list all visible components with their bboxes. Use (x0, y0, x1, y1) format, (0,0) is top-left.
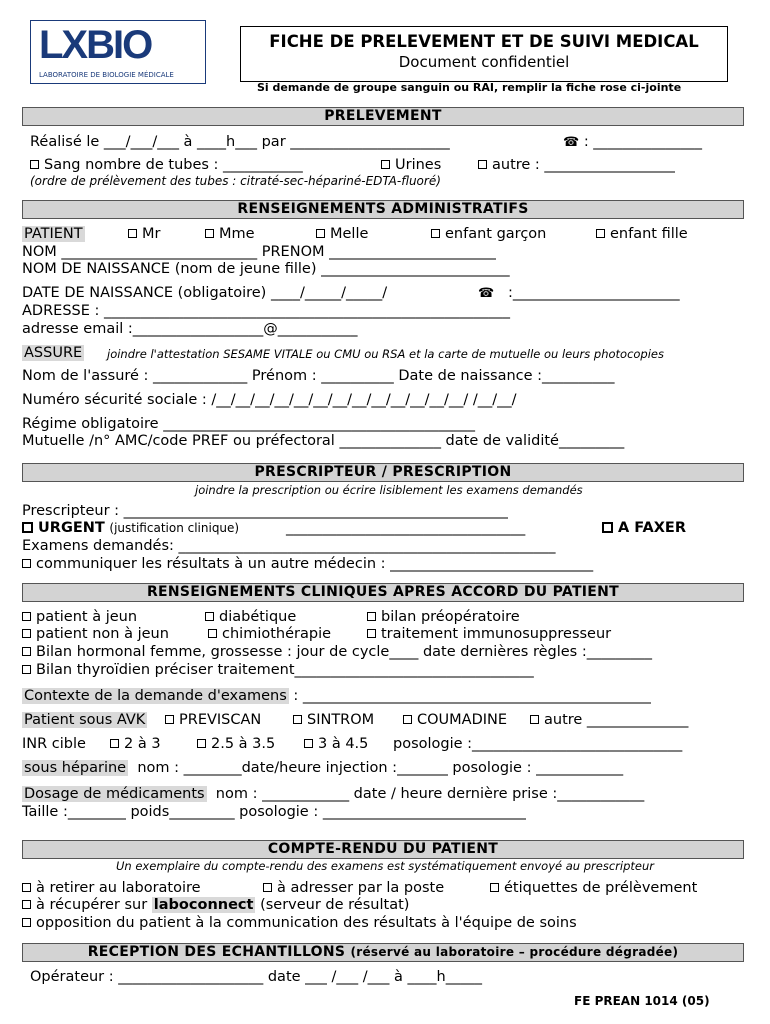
contexte-field[interactable]: Contexte de la demande d'examens : ________________________________________________ (24, 688, 651, 704)
chimio-option[interactable]: chimiothérapie (208, 626, 331, 643)
garcon-option[interactable]: enfant garçon (431, 226, 546, 243)
autre-label: autre : __________________ (492, 157, 675, 173)
regime-field[interactable]: Régime obligatoire ___________________________________________ (22, 416, 475, 432)
section-clinique: RENSEIGNEMENTS CLINIQUES APRES ACCORD DU PATIENT (22, 583, 744, 602)
patient-label: PATIENT (24, 226, 83, 242)
urines-option[interactable] (381, 157, 441, 174)
melle-option[interactable]: Melle (316, 226, 368, 243)
section-compte-rendu: COMPTE-RENDU DU PATIENT (22, 840, 744, 859)
hormonal-option[interactable]: Bilan hormonal femme, grossesse : jour de cycle____ date dernières règles :_________ (22, 644, 652, 661)
title-box (240, 26, 728, 82)
prelevement-phone[interactable] (563, 134, 702, 151)
form-code: FE PREAN 1014 (05) (574, 994, 710, 1008)
opposition-option[interactable]: opposition du patient à la communication des résultats à l'équipe de soins (22, 915, 577, 932)
assure-note: joindre l'attestation SESAME VITALE ou CMU ou RSA et la carte de mutuelle ou leurs photocopies (107, 347, 664, 361)
autre-option[interactable] (478, 157, 675, 174)
checkbox (128, 229, 137, 238)
operateur-field[interactable]: Opérateur : ____________________ date ___ /___ /___ à ____h_____ (30, 969, 482, 985)
section-admin: RENSEIGNEMENTS ADMINISTRATIFS (22, 200, 744, 219)
etiquettes-option[interactable]: étiquettes de prélèvement (490, 880, 697, 897)
sang-option[interactable] (30, 157, 303, 174)
inr-label: INR cible (22, 736, 86, 752)
thyroidien-option[interactable]: Bilan thyroïdien préciser traitement_________________________________ (22, 662, 534, 679)
phone-icon: ☎ (563, 135, 580, 150)
laboconnect-option[interactable]: à récupérer sur laboconnect (serveur de résultat) (22, 897, 409, 914)
section-prescripteur: PRESCRIPTEUR / PRESCRIPTION (22, 463, 744, 482)
lab-logo (30, 20, 206, 84)
jeun-option[interactable]: patient à jeun (22, 609, 137, 626)
inr2-option[interactable]: 2.5 à 3.5 (197, 736, 275, 753)
section-reception: RECEPTION DES ECHANTILLONS (réservé au laboratoire – procédure dégradée) (22, 943, 744, 962)
logo-subtitle: LABORATOIRE DE BIOLOGIE MÉDICALE (39, 71, 174, 79)
posologie-field[interactable]: posologie :_____________________________ (393, 736, 683, 752)
fax-option[interactable]: A FAXER (602, 520, 686, 537)
checkbox (22, 522, 33, 533)
mme-option[interactable]: Mme (205, 226, 255, 243)
date-naissance-field[interactable]: DATE DE NAISSANCE (obligatoire) ____/_____/_____/ (22, 285, 388, 301)
page-subtitle: Document confidentiel (398, 53, 570, 71)
secu-field[interactable]: Numéro sécurité sociale : /__/__/__/__/__/__/__/__/__/__/__/__/__/ /__/__/ (22, 392, 517, 408)
examens-field[interactable]: Examens demandés: ____________________________________________________ (22, 538, 556, 554)
prelevement-line1[interactable]: Réalisé le ___/___/___ à ____h___ par ______________________ (30, 134, 450, 150)
checkbox (316, 229, 325, 238)
mr-option[interactable]: Mr (128, 226, 160, 243)
checkbox[interactable] (30, 160, 39, 169)
nom-naissance-field[interactable]: NOM DE NAISSANCE (nom de jeune fille) __________________________ (22, 261, 510, 277)
checkbox[interactable] (478, 160, 487, 169)
inr1-option[interactable]: 2 à 3 (110, 736, 161, 753)
checkbox (596, 229, 605, 238)
inr3-option[interactable]: 3 à 4.5 (304, 736, 368, 753)
mutuelle-field[interactable]: Mutuelle /n° AMC/code PREF ou préfectoral ______________ date de validité_________ (22, 433, 625, 449)
diabetique-option[interactable]: diabétique (205, 609, 296, 626)
communiquer-option[interactable]: communiquer les résultats à un autre médecin : ____________________________ (22, 556, 593, 573)
avk-autre-option[interactable]: autre ______________ (530, 712, 688, 729)
admin-phone[interactable]: ☎ :_______________________ (478, 285, 680, 301)
checkbox (431, 229, 440, 238)
sang-label: Sang nombre de tubes : ___________ (44, 157, 303, 173)
checkbox (205, 229, 214, 238)
avk-row: Patient sous AVK (24, 712, 146, 728)
immuno-option[interactable]: traitement immunosuppresseur (367, 626, 611, 643)
urines-label: Urines (395, 157, 442, 173)
prescripteur-note: joindre la prescription ou écrire lisiblement les examens demandés (195, 483, 583, 497)
nom-field[interactable]: NOM ___________________________ PRENOM _______________________ (22, 244, 496, 260)
adresse-field[interactable]: ADRESSE : ________________________________________________________ (22, 303, 510, 319)
assure-line[interactable]: Nom de l'assuré : _____________ Prénom : __________ Date de naissance :__________ (22, 368, 615, 384)
phone-field: : _______________ (583, 134, 703, 150)
email-field[interactable]: adresse email :__________________@___________ (22, 321, 358, 337)
page-title: FICHE DE PRELEVEMENT ET DE SUIVI MEDICAL (269, 32, 699, 51)
dosage-row[interactable]: Dosage de médicaments nom : ____________ date / heure dernière prise :____________ (24, 786, 645, 802)
retirer-option[interactable]: à retirer au laboratoire (22, 880, 201, 897)
heparine-row[interactable]: sous héparine nom : ________date/heure injection :_______ posologie : ____________ (24, 760, 624, 776)
bilan-preop-option[interactable]: bilan préopératoire (367, 609, 520, 626)
non-jeun-option[interactable]: patient non à jeun (22, 626, 169, 643)
section-prelevement: PRELEVEMENT (22, 107, 744, 126)
ordre-note: (ordre de prélèvement des tubes : citraté-sec-hépariné-EDTA-fluoré) (30, 174, 441, 188)
header-note: Si demande de groupe sanguin ou RAI, remplir la fiche rose ci-jointe (257, 81, 682, 94)
taille-row[interactable]: Taille :________ poids_________ posologie : ____________________________ (22, 804, 526, 820)
phone-icon: ☎ (478, 286, 495, 301)
urgent-option[interactable]: URGENT (justification clinique) (22, 520, 239, 537)
logo-brand: LXBIO (39, 23, 152, 67)
urgent-justification[interactable]: _________________________________ (286, 520, 526, 536)
sintrom-option[interactable]: SINTROM (293, 712, 374, 729)
fille-option[interactable]: enfant fille (596, 226, 688, 243)
checkbox (602, 522, 613, 533)
assure-label: ASSURE (24, 345, 83, 361)
checkbox[interactable] (381, 160, 390, 169)
poste-option[interactable]: à adresser par la poste (263, 880, 444, 897)
checkbox (22, 559, 31, 568)
compte-rendu-note: Un exemplaire du compte-rendu des examens est systématiquement envoyé au prescripteur (116, 859, 654, 873)
coumadine-option[interactable]: COUMADINE (403, 712, 507, 729)
prescripteur-field[interactable]: Prescripteur : _____________________________________________________ (22, 503, 508, 519)
previscan-option[interactable]: PREVISCAN (165, 712, 261, 729)
